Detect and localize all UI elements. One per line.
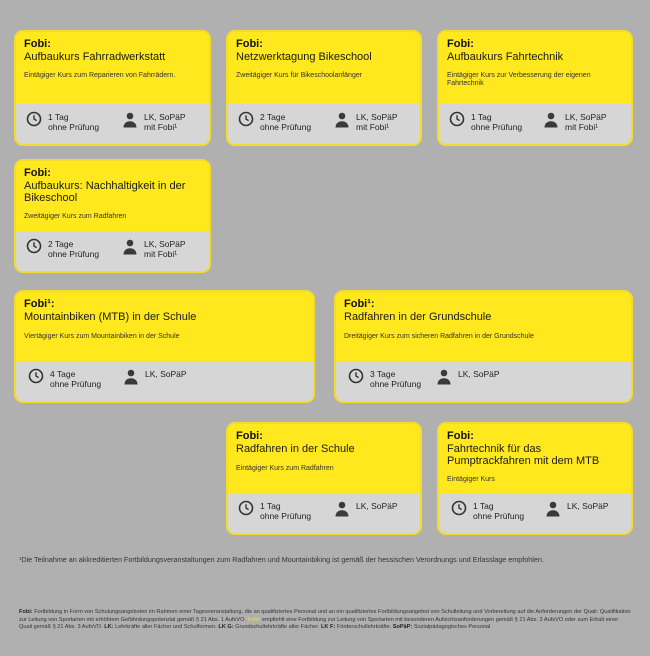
card-description: Eintägiger Kurs zum Radfahren [236, 465, 334, 472]
person-icon [436, 368, 452, 385]
clock-icon [449, 111, 465, 127]
card-description: Dreitägiger Kurs zum sicheren Radfahren in der Grundschule [344, 333, 534, 340]
clock-icon [238, 111, 254, 127]
clock-icon [348, 368, 364, 384]
clock-icon [28, 368, 44, 384]
card-title: Netzwerktagung Bikeschool [236, 51, 372, 63]
card-title: Aufbaukurs Fahrtechnik [447, 51, 564, 63]
person-icon [334, 500, 350, 517]
card-meta-bar [16, 231, 209, 271]
card-title: Radfahren in der Schule [236, 443, 355, 455]
legend: Fobi: Fortbildung in Form von Schulungsangeboten im Rahmen einer Tagesveranstaltung, die an qualifiziertes Personal und an ein qualifiziertes Fortbildungsangebot von Schulleitung und Vorbereitung auf die Anforderungen der Quali: Qualifikation zur Leitung von Sportarten mit erhöhtem Gefährdungspotenzial gemäß § 21 Abs. 1 AufsVO. Fobi¹ empfiehlt eine Fortbildung zur Leitung von Sportarten mit besonderen Aufsichtsanforderungen gemäß § 21 Abs. 3 AufsVO oder zum Erhalt einer Quali gemäß § 21 Abs. 3 AufsVO. LK: Lehrkräfte aller Fächer und Schulformen. LK G: Grundschullehrkräfte aller Fächer. LK F: Förderschullehrkräfte. SoPäP: Sozialpädagogisches Personal [19, 609, 631, 631]
duration: 4 Tage ohne Prüfung [28, 368, 101, 389]
card-description: Eintägiger Kurs [447, 476, 495, 483]
card-meta-bar [439, 493, 631, 533]
card-meta-bar [228, 493, 420, 533]
person-icon [122, 238, 138, 255]
card-description: Viertägiger Kurs zum Mountainbiken in der Schule [24, 333, 180, 340]
person-icon [123, 368, 139, 385]
card-kicker: Fobi: [447, 38, 474, 50]
card-kicker: Fobi: [447, 430, 474, 442]
course-card[interactable] [14, 159, 211, 273]
card-meta-bar [336, 361, 631, 401]
card-kicker: Fobi: [236, 38, 263, 50]
card-description: Zweitägiger Kurs zum Radfahren [24, 213, 127, 220]
course-card[interactable] [437, 30, 633, 146]
card-description: Zweitägiger Kurs für Bikeschoolanfänger [236, 72, 363, 79]
card-kicker: Fobi¹: [24, 298, 55, 310]
footnote: ¹Die Teilnahme an akkreditierten Fortbildungsveranstaltungen zum Radfahren und Mountainbiking ist gemäß der hessischen Verordnungs und Erlasslage empfohlen. [19, 555, 544, 564]
duration: 1 Tag ohne Prüfung [26, 111, 99, 132]
clock-icon [26, 238, 42, 254]
person-icon [334, 111, 350, 128]
audience: LK, SoPäP mit Fobi¹ [543, 111, 607, 132]
legend-highlight: Fobi¹ [247, 616, 261, 623]
card-title: Aufbaukurs Fahrradwerkstatt [24, 51, 166, 63]
legend-term: LK: [104, 624, 114, 631]
card-description: Eintägiger Kurs zur Verbesserung der eigenen Fahrtechnik [447, 72, 591, 87]
card-meta-bar [439, 104, 631, 144]
card-title: Fahrtechnik für das Pumptrackfahren mit dem MTB [447, 443, 600, 467]
duration: 3 Tage ohne Prüfung [348, 368, 421, 389]
legend-term: LK F: [320, 624, 336, 631]
card-kicker: Fobi¹: [344, 298, 375, 310]
audience: LK, SoPäP [123, 368, 187, 385]
card-kicker: Fobi: [24, 167, 51, 179]
audience: LK, SoPäP [436, 368, 500, 385]
card-kicker: Fobi: [236, 430, 263, 442]
legend-term: SoPäP: [392, 624, 413, 631]
audience: LK, SoPäP mit Fobi¹ [122, 238, 186, 259]
clock-icon [238, 500, 254, 516]
audience: LK, SoPäP [334, 500, 398, 517]
duration: 1 Tag ohne Prüfung [238, 500, 311, 521]
audience: LK, SoPäP mit Fobi¹ [334, 111, 398, 132]
person-icon [545, 500, 561, 517]
duration: 1 Tag ohne Prüfung [449, 111, 522, 132]
card-kicker: Fobi: [24, 38, 51, 50]
card-title: Radfahren in der Grundschule [344, 311, 492, 323]
duration: 1 Tag ohne Prüfung [451, 500, 524, 521]
course-card[interactable] [14, 290, 315, 403]
course-card[interactable] [437, 422, 633, 535]
course-card[interactable] [226, 422, 422, 535]
course-card[interactable] [14, 30, 211, 146]
course-card[interactable] [334, 290, 633, 403]
legend-term: LK G: [218, 624, 234, 631]
card-title: Aufbaukurs: Nachhaltigkeit in der Bikeschool [24, 180, 186, 204]
duration: 2 Tage ohne Prüfung [238, 111, 311, 132]
card-meta-bar [16, 104, 209, 144]
person-icon [122, 111, 138, 128]
course-card[interactable] [226, 30, 422, 146]
clock-icon [26, 111, 42, 127]
card-title: Mountainbiken (MTB) in der Schule [24, 311, 197, 323]
legend-term: Fobi: [19, 609, 33, 615]
audience: LK, SoPäP mit Fobi¹ [122, 111, 186, 132]
person-icon [543, 111, 559, 128]
audience: LK, SoPäP [545, 500, 609, 517]
card-meta-bar [16, 361, 313, 401]
clock-icon [451, 500, 467, 516]
card-description: Eintägiger Kurs zum Reparieren von Fahrrädern. [24, 72, 176, 79]
card-meta-bar [228, 104, 420, 144]
duration: 2 Tage ohne Prüfung [26, 238, 99, 259]
